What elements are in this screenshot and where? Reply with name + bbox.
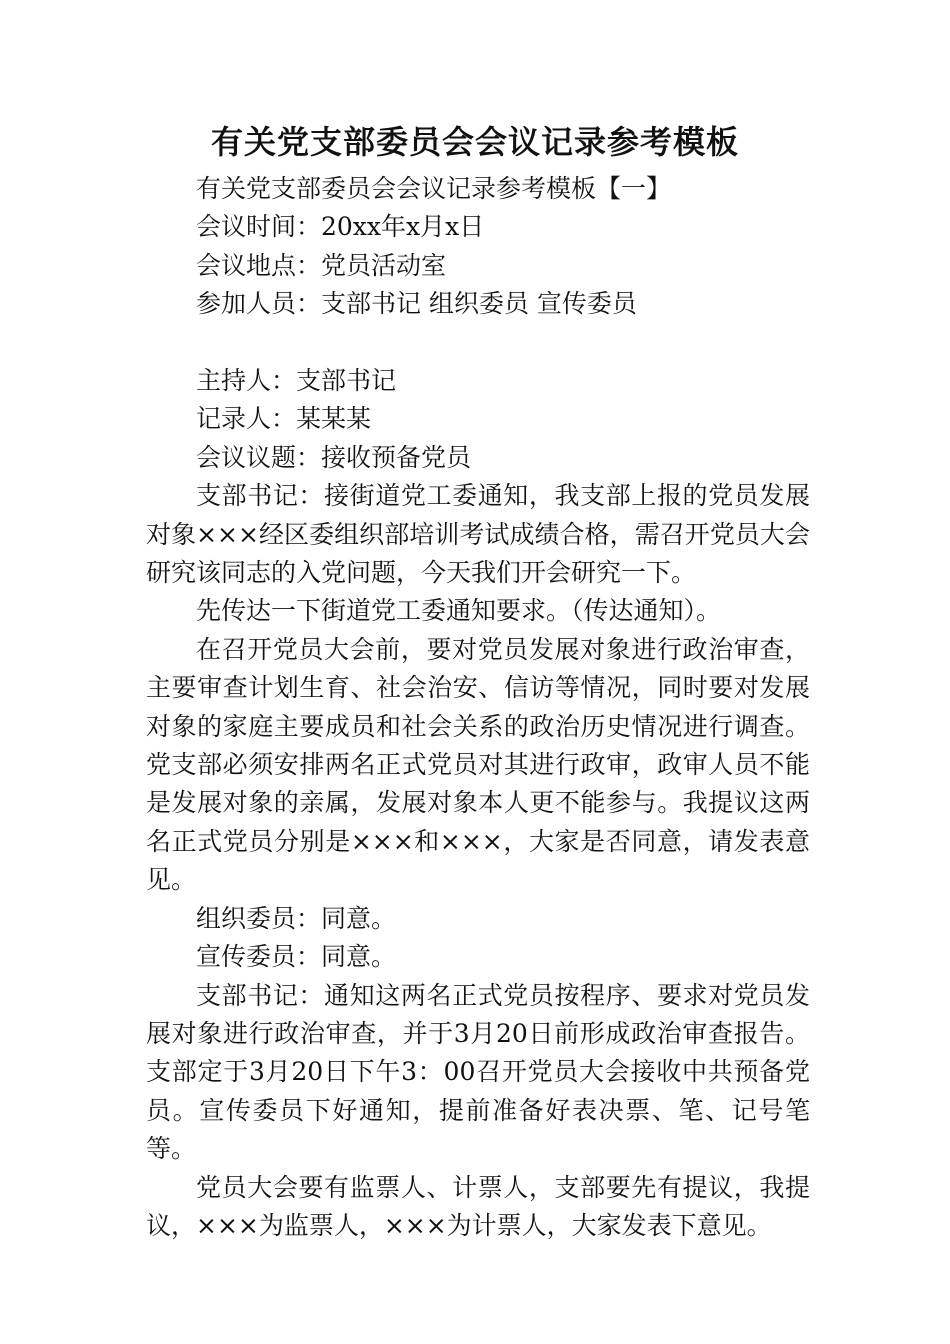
body-paragraph: 先传达一下街道党工委通知要求。（传达通知）。 <box>196 596 722 626</box>
document-body <box>146 170 810 1245</box>
body-paragraph: 宣传委员：同意。 <box>196 942 397 972</box>
body-paragraph: 党员大会要有监票人、计票人，支部要先有提议，我提议，×××为监票人，×××为计票人，大家发表下意见。 <box>146 1172 810 1240</box>
subtitle-paragraph: 有关党支部委员会会议记录参考模板【一】 <box>196 174 672 203</box>
meeting-time: 会议时间：20xx年x月x日 <box>196 212 485 242</box>
document-title: 有关党支部委员会会议记录参考模板 <box>210 123 739 161</box>
meeting-location: 会议地点：党员活动室 <box>196 250 447 280</box>
meeting-topic: 会议议题：接收预备党员 <box>196 442 472 472</box>
body-paragraph: 在召开党员大会前，要对党员发展对象进行政治审查，主要审查计划生育、社会治安、信访等情况，同时要对发展对象的家庭主要成员和社会关系的政治历史情况进行调查。党支部必须安排两名正式党员对其进行政审，政审人员不能是发展对象的亲属，发展对象本人更不能参与。我提议这两名正式党员分别是×××和×××，大家是否同意，请发表意见。 <box>146 634 810 895</box>
attendees: 参加人员：支部书记 组织委员 宣传委员 <box>196 289 637 319</box>
recorder: 记录人：某某某 <box>196 404 372 434</box>
body-paragraph: 组织委员：同意。 <box>196 903 397 933</box>
body-paragraph: 支部书记：通知这两名正式党员按程序、要求对党员发展对象进行政治审查，并于3月20日前形成政治审查报告。支部定于3月20日下午3：00召开党员大会接收中共预备党员。宣传委员下好通知，提前准备好表决票、笔、记号笔等。 <box>146 980 810 1164</box>
host: 主持人：支部书记 <box>196 366 397 396</box>
body-paragraph: 支部书记：接街道党工委通知，我支部上报的党员发展对象×××经区委组织部培训考试成绩合格，需召开党员大会研究该同志的入党问题，今天我们开会研究一下。 <box>146 481 810 588</box>
